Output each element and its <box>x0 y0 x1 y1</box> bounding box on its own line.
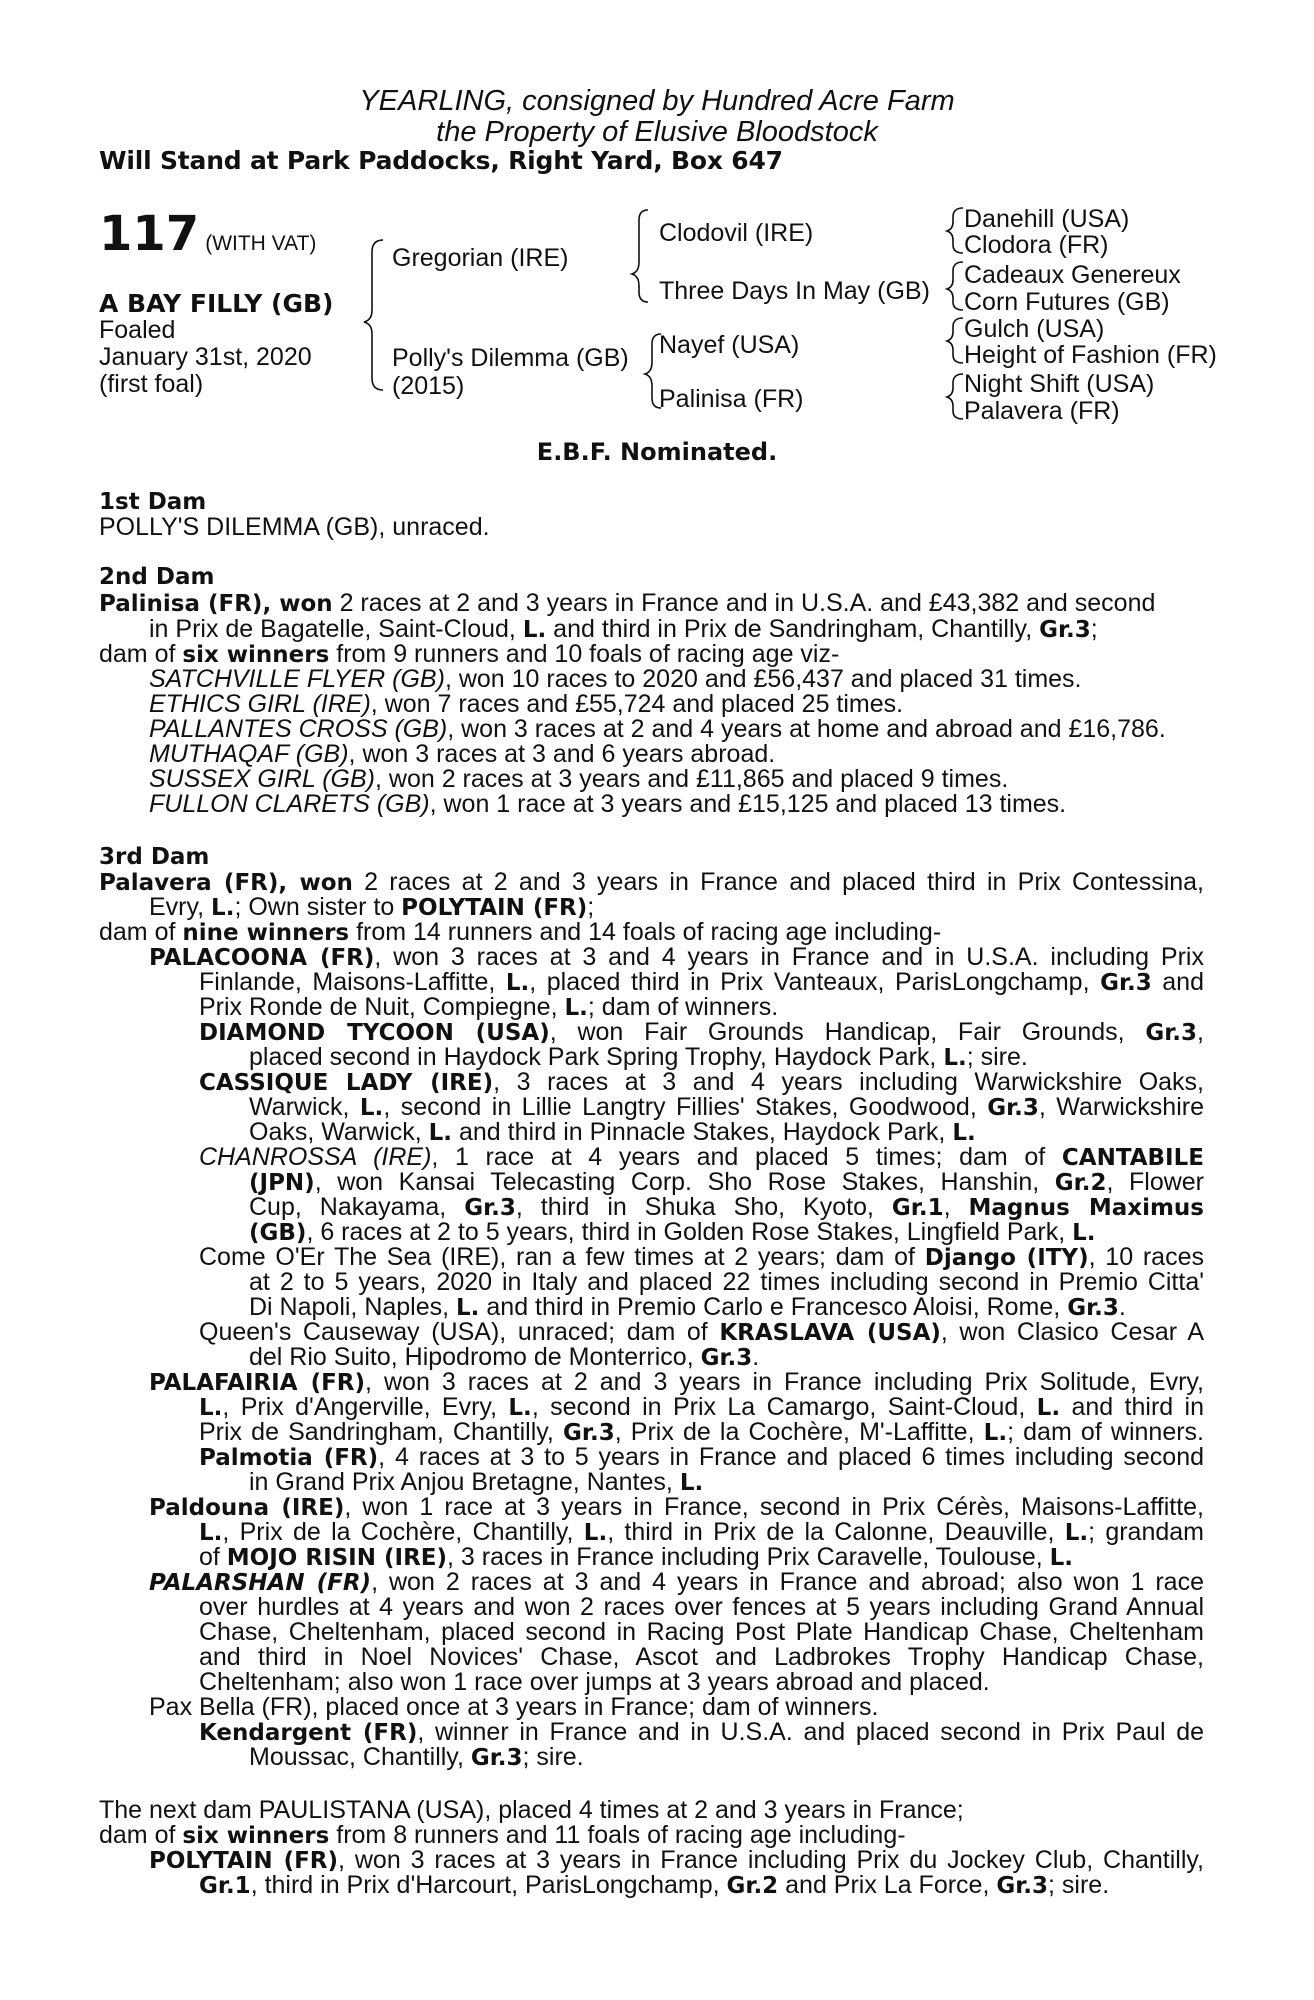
progeny-name: SUSSEX GIRL (GB) <box>149 765 375 793</box>
horse-name: POLYTAIN (FR) <box>149 1848 339 1874</box>
text: ; sire. <box>1048 1871 1110 1899</box>
winners-count: six winners <box>182 642 330 668</box>
progeny-4 <box>149 742 775 767</box>
text: , third in Shuka Sho, Kyoto, <box>515 1193 892 1221</box>
text: , won 3 races at 2 and 3 years in France including Prix Solitude, Evry, <box>365 1368 1205 1396</box>
text: and third in Premio Carlo e Francesco Aloisi, Rome, <box>479 1293 1068 1321</box>
progeny-name: FULLON CLARETS (GB) <box>149 790 430 818</box>
text: del Rio Suito, Hipodromo de Monterrico, <box>249 1343 701 1371</box>
text: , placed third in Prix Vanteaux, ParisLongchamp, <box>529 968 1101 996</box>
text: Oaks, Warwick, <box>249 1118 429 1146</box>
text: and third in <box>1060 1393 1205 1421</box>
text: , third in Prix d'Harcourt, ParisLongchamp, <box>250 1871 727 1899</box>
text: , Flower <box>1106 1168 1205 1196</box>
progeny-1 <box>149 667 1082 692</box>
text: dam of <box>99 918 183 946</box>
horse-name: Kendargent (FR) <box>199 1720 418 1746</box>
horse-name: Magnus Maximus <box>968 1195 1204 1221</box>
horse-name: PALAFAIRIA (FR) <box>149 1370 366 1396</box>
listed: L. <box>456 1295 480 1321</box>
text: dam of <box>99 1821 183 1849</box>
text: , won 3 races at 3 years in France including Prix du Jockey Club, Chantilly, <box>338 1846 1204 1874</box>
text: , won 2 races at 3 and 4 years in France and abroad; also won 1 race <box>371 1568 1204 1596</box>
dam-year: (2015) <box>392 372 465 400</box>
grade: Gr.2 <box>726 1873 779 1899</box>
horse-name: PALACOONA (FR) <box>149 945 375 971</box>
grade: Gr.3 <box>996 1873 1049 1899</box>
text: , 6 races at 2 to 5 years, third in Golden Rose Stakes, Lingfield Park, <box>306 1218 1073 1246</box>
listed: L. <box>952 1120 976 1146</box>
progeny-text: , won 7 races and £55,724 and placed 25 times. <box>370 690 904 718</box>
horse-name: (JPN) <box>249 1170 315 1196</box>
come-oer-line-2 <box>249 1270 1204 1295</box>
dam: Polly's Dilemma (GB) <box>392 344 629 372</box>
listed: L. <box>1049 1545 1074 1571</box>
text: Warwick, <box>249 1093 360 1121</box>
grade: Gr.2 <box>1054 1170 1107 1196</box>
ebf-nominated: E.B.F. Nominated. <box>536 438 778 466</box>
grandparent-7: Night Shift (USA) <box>964 370 1155 398</box>
listed: L. <box>211 895 235 921</box>
progeny-text: , won 10 races to 2020 and £56,437 and placed 31 times. <box>444 665 1082 693</box>
progeny-text: , won 2 races at 3 years and £11,865 and placed 9 times. <box>375 765 1009 793</box>
sire-sire: Clodovil (IRE) <box>659 219 814 247</box>
vat-note: (WITH VAT) <box>205 232 317 255</box>
text: , 10 races <box>1088 1243 1204 1271</box>
text: , 4 races at 3 to 5 years in France and placed 6 times including second <box>378 1443 1205 1471</box>
progeny-name: SATCHVILLE FLYER (GB) <box>149 665 445 693</box>
grandparent-5: Gulch (USA) <box>964 315 1105 343</box>
palarshan-line-2 <box>199 1595 1204 1620</box>
progeny-name: ETHICS GIRL (IRE) <box>149 690 371 718</box>
text: at 2 to 5 years, 2020 in Italy and placed 22 times including second in Premio Citta' <box>249 1268 1204 1296</box>
text: , Prix de la Cochère, M'-Laffitte, <box>614 1418 984 1446</box>
listed: L. <box>583 1520 608 1546</box>
text: and Prix La Force, <box>778 1871 997 1899</box>
text: , 3 races at 3 and 4 years including Warwickshire Oaks, <box>493 1068 1204 1096</box>
text: , 1 race at 4 years and placed 5 times; dam of <box>431 1143 1062 1171</box>
header-line-2: the Property of Elusive Bloodstock <box>436 116 878 148</box>
text: . <box>752 1343 760 1371</box>
progeny-text: , won 3 races at 2 and 4 years at home and abroad and £16,786. <box>447 715 1166 743</box>
palarshan-line-3 <box>199 1620 1204 1645</box>
grandparent-8: Palavera (FR) <box>964 397 1120 425</box>
text: Prix Ronde de Nuit, Compiegne, <box>199 993 565 1021</box>
text: Come O'Er The Sea (IRE), ran a few times at 2 years; dam of <box>199 1243 925 1271</box>
horse-name: (GB) <box>249 1220 307 1246</box>
grandparent-6: Height of Fashion (FR) <box>964 341 1217 369</box>
text: of <box>199 1543 227 1571</box>
listed: L. <box>199 1520 223 1546</box>
text: from 8 runners and 11 foals of racing age including- <box>329 1821 906 1849</box>
text: Finlande, Maisons-Laffitte, <box>199 968 506 996</box>
listed: L. <box>943 1045 967 1071</box>
foaled-label: Foaled <box>99 316 176 344</box>
grade: Gr.3 <box>987 1095 1039 1121</box>
listed: L. <box>428 1120 453 1146</box>
next-dam-line-1: The next dam PAULISTANA (USA), placed 4 times at 2 and 3 years in France; <box>99 1796 964 1824</box>
text: from 9 runners and 10 foals of racing age viz- <box>329 640 840 668</box>
text: , third in Prix de la Calonne, Deauville, <box>607 1518 1065 1546</box>
dam1-heading: 1st Dam <box>99 489 207 515</box>
text: ; Own sister to <box>234 893 402 921</box>
next-dam-line-4 <box>199 1873 1109 1899</box>
horse-name: CASSIQUE LADY (IRE) <box>199 1070 494 1096</box>
text: , second in Lillie Langtry Fillies' Stakes, Goodwood, <box>383 1093 988 1121</box>
listed: L. <box>983 1420 1008 1446</box>
text: , Prix de la Cochère, Chantilly, <box>222 1518 584 1546</box>
listed: L. <box>1064 1520 1089 1546</box>
progeny-5 <box>149 767 1008 792</box>
text: , Warwickshire <box>1038 1093 1204 1121</box>
text: Evry, <box>149 893 212 921</box>
progeny-text: , won 1 race at 3 years and £15,125 and placed 13 times. <box>429 790 1067 818</box>
header-line-1: YEARLING, consigned by Hundred Acre Farm <box>359 85 955 117</box>
horse-name: MOJO RISIN (IRE) <box>226 1545 448 1571</box>
text: , <box>1197 1018 1204 1046</box>
progeny-name: MUTHAQAF (GB) <box>149 740 349 768</box>
text: ; sire. <box>966 1043 1028 1071</box>
grade: Gr.3 <box>563 1420 615 1446</box>
text: 2 races at 2 and 3 years in France and placed third in Prix Contessina, <box>352 868 1205 896</box>
listed: L. <box>1072 1220 1096 1246</box>
horse-name: DIAMOND TYCOON (USA) <box>199 1020 550 1046</box>
foaled-date: January 31st, 2020 <box>99 343 312 371</box>
horse-name: PALARSHAN (FR) <box>149 1570 372 1596</box>
text: and third in Pinnacle Stakes, Haydock Park, <box>452 1118 953 1146</box>
text: dam of <box>99 640 183 668</box>
winners-count: six winners <box>182 1823 330 1849</box>
horse-name: CHANROSSA (IRE) <box>199 1143 432 1171</box>
grade: Gr.3 <box>470 1745 523 1771</box>
grade: Gr.3 <box>1039 617 1091 643</box>
text: and third in Noel Novices' Chase, Ascot and Ladbrokes Trophy Handicap Chase, <box>199 1643 1204 1671</box>
text: and third in Prix de Sandringham, Chantilly, <box>546 615 1040 643</box>
progeny-2 <box>149 692 903 717</box>
sibling-name: POLYTAIN (FR) <box>401 895 588 921</box>
dam-sire: Nayef (USA) <box>659 331 800 359</box>
text: , second in Prix La Camargo, Saint-Cloud, <box>531 1393 1037 1421</box>
progeny-name: PALLANTES CROSS (GB) <box>149 715 448 743</box>
text: , <box>943 1193 969 1221</box>
grandparent-1: Danehill (USA) <box>964 205 1130 233</box>
won: , won <box>278 870 353 896</box>
grade: Gr.1 <box>891 1195 944 1221</box>
listed: L. <box>508 1395 532 1421</box>
dam-dam: Palinisa (FR) <box>659 385 804 413</box>
text: from 14 runners and 14 foals of racing age including- <box>349 918 942 946</box>
pax-bella-line: Pax Bella (FR), placed once at 3 years in France; dam of winners. <box>149 1693 879 1721</box>
text: , won Fair Grounds Handicap, Fair Grounds, <box>549 1018 1146 1046</box>
dam3-heading: 3rd Dam <box>99 844 210 870</box>
text: ; <box>587 893 595 921</box>
text: Cup, Nakayama, <box>249 1193 465 1221</box>
text: Chase, Cheltenham, placed second in Racing Post Plate Handicap Chase, Cheltenham <box>199 1618 1204 1646</box>
text: Cheltenham; also won 1 race over jumps at 3 years abroad and placed. <box>199 1668 990 1696</box>
grade: Gr.3 <box>464 1195 516 1221</box>
grandparent-2: Clodora (FR) <box>964 231 1109 259</box>
sire-dam: Three Days In May (GB) <box>659 277 930 305</box>
grandparent-3: Cadeaux Genereux <box>964 261 1181 289</box>
text: , won 3 races at 3 and 4 years in France and in U.S.A. including Prix <box>374 943 1204 971</box>
text: ; dam of winners. <box>1007 1418 1204 1446</box>
horse-name: KRASLAVA (USA) <box>719 1320 941 1346</box>
listed: L. <box>1036 1395 1061 1421</box>
dam2-line-1 <box>99 591 1155 617</box>
dam3-name: Palavera (FR) <box>99 870 279 896</box>
lot-number: 117 <box>99 206 200 262</box>
text: placed second in Haydock Park Spring Trophy, Haydock Park, <box>249 1043 944 1071</box>
listed: L. <box>679 1470 704 1496</box>
horse-name: Palmotia (FR) <box>199 1445 379 1471</box>
dam2-won: , won <box>262 591 333 617</box>
listed: L. <box>199 1395 223 1421</box>
winners-count: nine winners <box>182 920 350 946</box>
text: ; grandam <box>1088 1518 1204 1546</box>
grandparent-4: Corn Futures (GB) <box>964 288 1170 316</box>
grade: Gr.3 <box>700 1345 753 1371</box>
text: ; dam of winners. <box>587 993 779 1021</box>
text: in Prix de Bagatelle, Saint-Cloud, <box>149 615 523 643</box>
text: and <box>1151 968 1204 996</box>
listed: L. <box>564 995 588 1021</box>
text: over hurdles at 4 years and won 2 races over fences at 5 years including Grand Annual <box>199 1593 1204 1621</box>
dam2-line-1-text: 2 races at 2 and 3 years in France and in U.S.A. and £43,382 and second <box>332 589 1156 617</box>
text: , winner in France and in U.S.A. and placed second in Prix Paul de <box>417 1718 1204 1746</box>
text: , 3 races in France including Prix Caravelle, Toulouse, <box>447 1543 1050 1571</box>
dam2-heading: 2nd Dam <box>99 564 215 590</box>
progeny-3 <box>149 717 1166 742</box>
horse-name: CANTABILE <box>1061 1145 1204 1171</box>
text: , won 1 race at 3 years in France, second in Prix Cérès, Maisons-Laffitte, <box>344 1493 1204 1521</box>
text: Moussac, Chantilly, <box>249 1743 471 1771</box>
sire: Gregorian (IRE) <box>392 244 569 272</box>
text: , Prix d'Angerville, Evry, <box>222 1393 509 1421</box>
first-foal-note: (first foal) <box>99 370 204 398</box>
grade: Gr.3 <box>1100 970 1152 996</box>
palarshan-line-4 <box>199 1645 1204 1670</box>
dam1-text: POLLY'S DILEMMA (GB), unraced. <box>99 513 490 541</box>
progeny-text: , won 3 races at 3 and 6 years abroad. <box>348 740 776 768</box>
stand-location: Will Stand at Park Paddocks, Right Yard, Box 647 <box>99 146 783 175</box>
text: , won Kansai Telecasting Corp. Sho Rose Stakes, Hanshin, <box>314 1168 1055 1196</box>
horse-name: Django (ITY) <box>924 1245 1089 1271</box>
text: . <box>1118 1293 1126 1321</box>
lot-title: A BAY FILLY (GB) <box>99 289 334 318</box>
dam2-name: Palinisa (FR) <box>99 591 263 617</box>
grade: Gr.3 <box>1067 1295 1119 1321</box>
grade: Gr.3 <box>1145 1020 1198 1046</box>
text: ; sire. <box>522 1743 584 1771</box>
listed: L. <box>522 617 547 643</box>
horse-name: Paldouna (IRE) <box>149 1495 345 1521</box>
text: , won Clasico Cesar A <box>940 1318 1204 1346</box>
kendargent-line-2 <box>249 1745 584 1771</box>
text: Di Napoli, Naples, <box>249 1293 457 1321</box>
grade: Gr.1 <box>199 1873 251 1899</box>
text: Prix de Sandringham, Chantilly, <box>199 1418 564 1446</box>
text: Queen's Causeway (USA), unraced; dam of <box>199 1318 720 1346</box>
text: in Grand Prix Anjou Bretagne, Nantes, <box>249 1468 680 1496</box>
listed: L. <box>359 1095 384 1121</box>
palarshan-line-5 <box>199 1670 990 1695</box>
progeny-6 <box>149 792 1066 817</box>
listed: L. <box>505 970 530 996</box>
text: ; <box>1090 615 1098 643</box>
